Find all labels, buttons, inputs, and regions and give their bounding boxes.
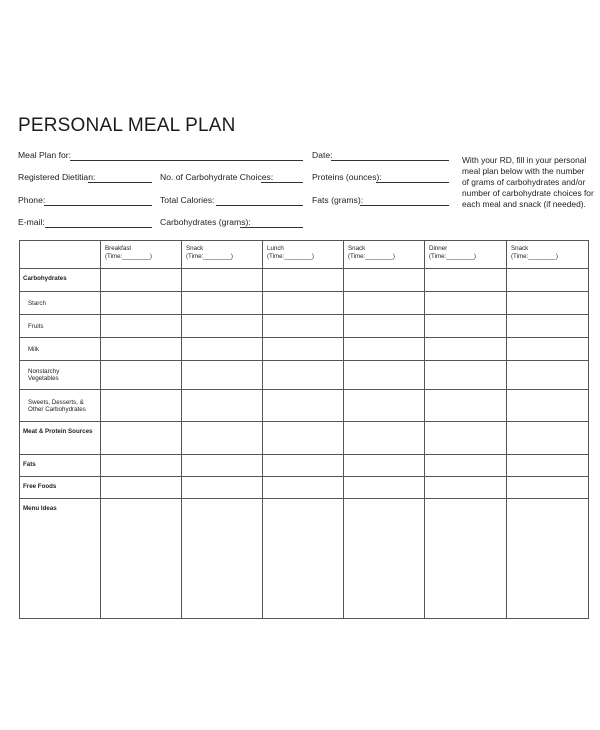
table-cell[interactable] — [425, 499, 507, 619]
table-cell[interactable] — [263, 292, 344, 315]
col-header-snack-3 — [507, 241, 589, 269]
row-label-free-foods: Free Foods — [20, 477, 101, 499]
proteins-label: Proteins (ounces): — [312, 172, 382, 182]
table-cell[interactable] — [182, 361, 263, 390]
note-line: With your RD, fill in your personal — [462, 155, 587, 165]
col-header-time: (Time:________) — [267, 253, 314, 260]
table-cell[interactable] — [425, 455, 507, 477]
table-cell[interactable] — [263, 269, 344, 292]
col-header-label: Dinner — [429, 245, 448, 252]
table-cell[interactable] — [263, 361, 344, 390]
header-corner-cell — [20, 241, 101, 269]
col-header-label: Snack — [511, 245, 529, 252]
col-header-snack-1 — [182, 241, 263, 269]
table-cell[interactable] — [425, 269, 507, 292]
carb-grams-label: Carbohydrates (grams): — [160, 217, 251, 227]
table-cell[interactable] — [101, 455, 182, 477]
col-header-time: (Time:________) — [186, 253, 233, 260]
table-cell[interactable] — [425, 361, 507, 390]
carb-choices-field[interactable] — [261, 172, 303, 183]
table-cell[interactable] — [101, 499, 182, 619]
row-label-menu-ideas: Menu Ideas — [20, 499, 101, 619]
col-header-time: (Time:________) — [511, 253, 558, 260]
registered-dietitian-field[interactable] — [88, 172, 152, 183]
note-line: each meal and snack (if needed). — [462, 199, 586, 209]
page-title: PERSONAL MEAL PLAN — [18, 115, 236, 136]
email-field[interactable] — [45, 217, 152, 228]
table-cell[interactable] — [263, 499, 344, 619]
note-line: number of carbohydrate choices for — [462, 188, 594, 198]
col-header-label: Snack — [186, 245, 204, 252]
table-cell[interactable] — [344, 422, 425, 455]
row-label-sweets — [20, 390, 101, 422]
fats-field[interactable] — [360, 195, 449, 206]
table-cell[interactable] — [182, 499, 263, 619]
table-cell[interactable] — [344, 338, 425, 361]
table-cell[interactable] — [425, 477, 507, 499]
table-cell[interactable] — [425, 315, 507, 338]
row-label-carbohydrates: Carbohydrates — [20, 269, 101, 292]
table-cell[interactable] — [344, 269, 425, 292]
col-header-label: Snack — [348, 245, 366, 252]
table-cell[interactable] — [344, 499, 425, 619]
carb-grams-field[interactable] — [240, 217, 303, 228]
row-label-fruits: Fruits — [20, 315, 101, 338]
meal-plan-for-field[interactable] — [70, 150, 303, 161]
table-cell[interactable] — [182, 477, 263, 499]
table-row-starch — [20, 292, 589, 315]
table-cell[interactable] — [101, 292, 182, 315]
table-row-menu-ideas — [20, 499, 589, 619]
table-cell[interactable] — [263, 315, 344, 338]
email-label: E-mail: — [18, 217, 45, 227]
table-cell[interactable] — [263, 422, 344, 455]
table-cell[interactable] — [263, 390, 344, 422]
table-row-fats — [20, 455, 589, 477]
registered-dietitian-label: Registered Dietitian: — [18, 172, 96, 182]
meal-plan-for-label: Meal Plan for: — [18, 150, 72, 160]
table-cell[interactable] — [101, 477, 182, 499]
table-cell[interactable] — [182, 390, 263, 422]
table-row-sweets — [20, 390, 589, 422]
phone-field[interactable] — [44, 195, 152, 206]
table-cell[interactable] — [101, 390, 182, 422]
table-row-free-foods — [20, 477, 589, 499]
table-cell[interactable] — [507, 315, 589, 338]
table-cell[interactable] — [425, 390, 507, 422]
table-cell[interactable] — [101, 361, 182, 390]
row-label-nonstarchy-vegetables — [20, 361, 101, 390]
col-header-time: (Time:________) — [348, 253, 395, 260]
carb-choices-label: No. of Carbohydrate Choices: — [160, 172, 274, 182]
col-header-dinner — [425, 241, 507, 269]
proteins-field[interactable] — [376, 172, 449, 183]
table-cell[interactable] — [507, 292, 589, 315]
col-header-lunch — [263, 241, 344, 269]
col-header-label: Lunch — [267, 245, 284, 252]
table-cell[interactable] — [425, 338, 507, 361]
table-cell[interactable] — [507, 455, 589, 477]
row-label-line: Vegetables — [28, 375, 59, 382]
table-cell[interactable] — [101, 422, 182, 455]
phone-label: Phone: — [18, 195, 46, 205]
note-line: of grams of carbohydrates and/or — [462, 177, 586, 187]
col-header-label: Breakfast — [105, 245, 132, 252]
fats-label: Fats (grams): — [312, 195, 364, 205]
table-cell[interactable] — [344, 390, 425, 422]
table-cell[interactable] — [344, 292, 425, 315]
total-calories-field[interactable] — [216, 195, 303, 206]
col-header-snack-2 — [344, 241, 425, 269]
meal-plan-table — [19, 240, 589, 619]
table-row-nonstarchy-vegetables — [20, 361, 589, 390]
table-cell[interactable] — [344, 477, 425, 499]
table-header-row — [20, 241, 589, 269]
table-cell[interactable] — [182, 269, 263, 292]
table-cell[interactable] — [182, 455, 263, 477]
row-label-line: Other Carbohydrates — [28, 405, 86, 413]
table-cell[interactable] — [344, 455, 425, 477]
col-header-time: (Time:________) — [429, 253, 476, 260]
table-cell[interactable] — [263, 338, 344, 361]
table-cell[interactable] — [263, 455, 344, 477]
table-cell[interactable] — [101, 269, 182, 292]
row-label-fats: Fats — [20, 455, 101, 477]
row-label-milk: Milk — [20, 338, 101, 361]
table-cell[interactable] — [507, 361, 589, 390]
table-cell[interactable] — [344, 361, 425, 390]
total-calories-label: Total Calories: — [160, 195, 215, 205]
table-cell[interactable] — [344, 315, 425, 338]
table-cell[interactable] — [507, 499, 589, 619]
table-row-carbohydrates — [20, 269, 589, 292]
table-cell[interactable] — [507, 338, 589, 361]
table-cell[interactable] — [182, 292, 263, 315]
table-cell[interactable] — [507, 269, 589, 292]
row-label-line: Nonstarchy — [28, 368, 60, 375]
table-cell[interactable] — [263, 477, 344, 499]
table-cell[interactable] — [507, 422, 589, 455]
table-cell[interactable] — [425, 292, 507, 315]
date-field[interactable] — [331, 150, 449, 161]
col-header-time: (Time:________) — [105, 253, 152, 260]
date-label: Date: — [312, 150, 333, 160]
table-cell[interactable] — [182, 315, 263, 338]
table-cell[interactable] — [101, 315, 182, 338]
instructions-note — [462, 155, 594, 210]
col-header-breakfast — [101, 241, 182, 269]
table-cell[interactable] — [182, 338, 263, 361]
table-cell[interactable] — [182, 422, 263, 455]
note-line: meal plan below with the number — [462, 166, 585, 176]
row-label-line: Sweets, Desserts, & — [28, 398, 84, 406]
table-cell[interactable] — [507, 390, 589, 422]
table-row-milk — [20, 338, 589, 361]
row-label-meat: Meat & Protein Sources — [20, 422, 101, 455]
table-row-meat — [20, 422, 589, 455]
table-cell[interactable] — [425, 422, 507, 455]
row-label-starch: Starch — [20, 292, 101, 315]
table-cell[interactable] — [101, 338, 182, 361]
table-row-fruits — [20, 315, 589, 338]
table-cell[interactable] — [507, 477, 589, 499]
